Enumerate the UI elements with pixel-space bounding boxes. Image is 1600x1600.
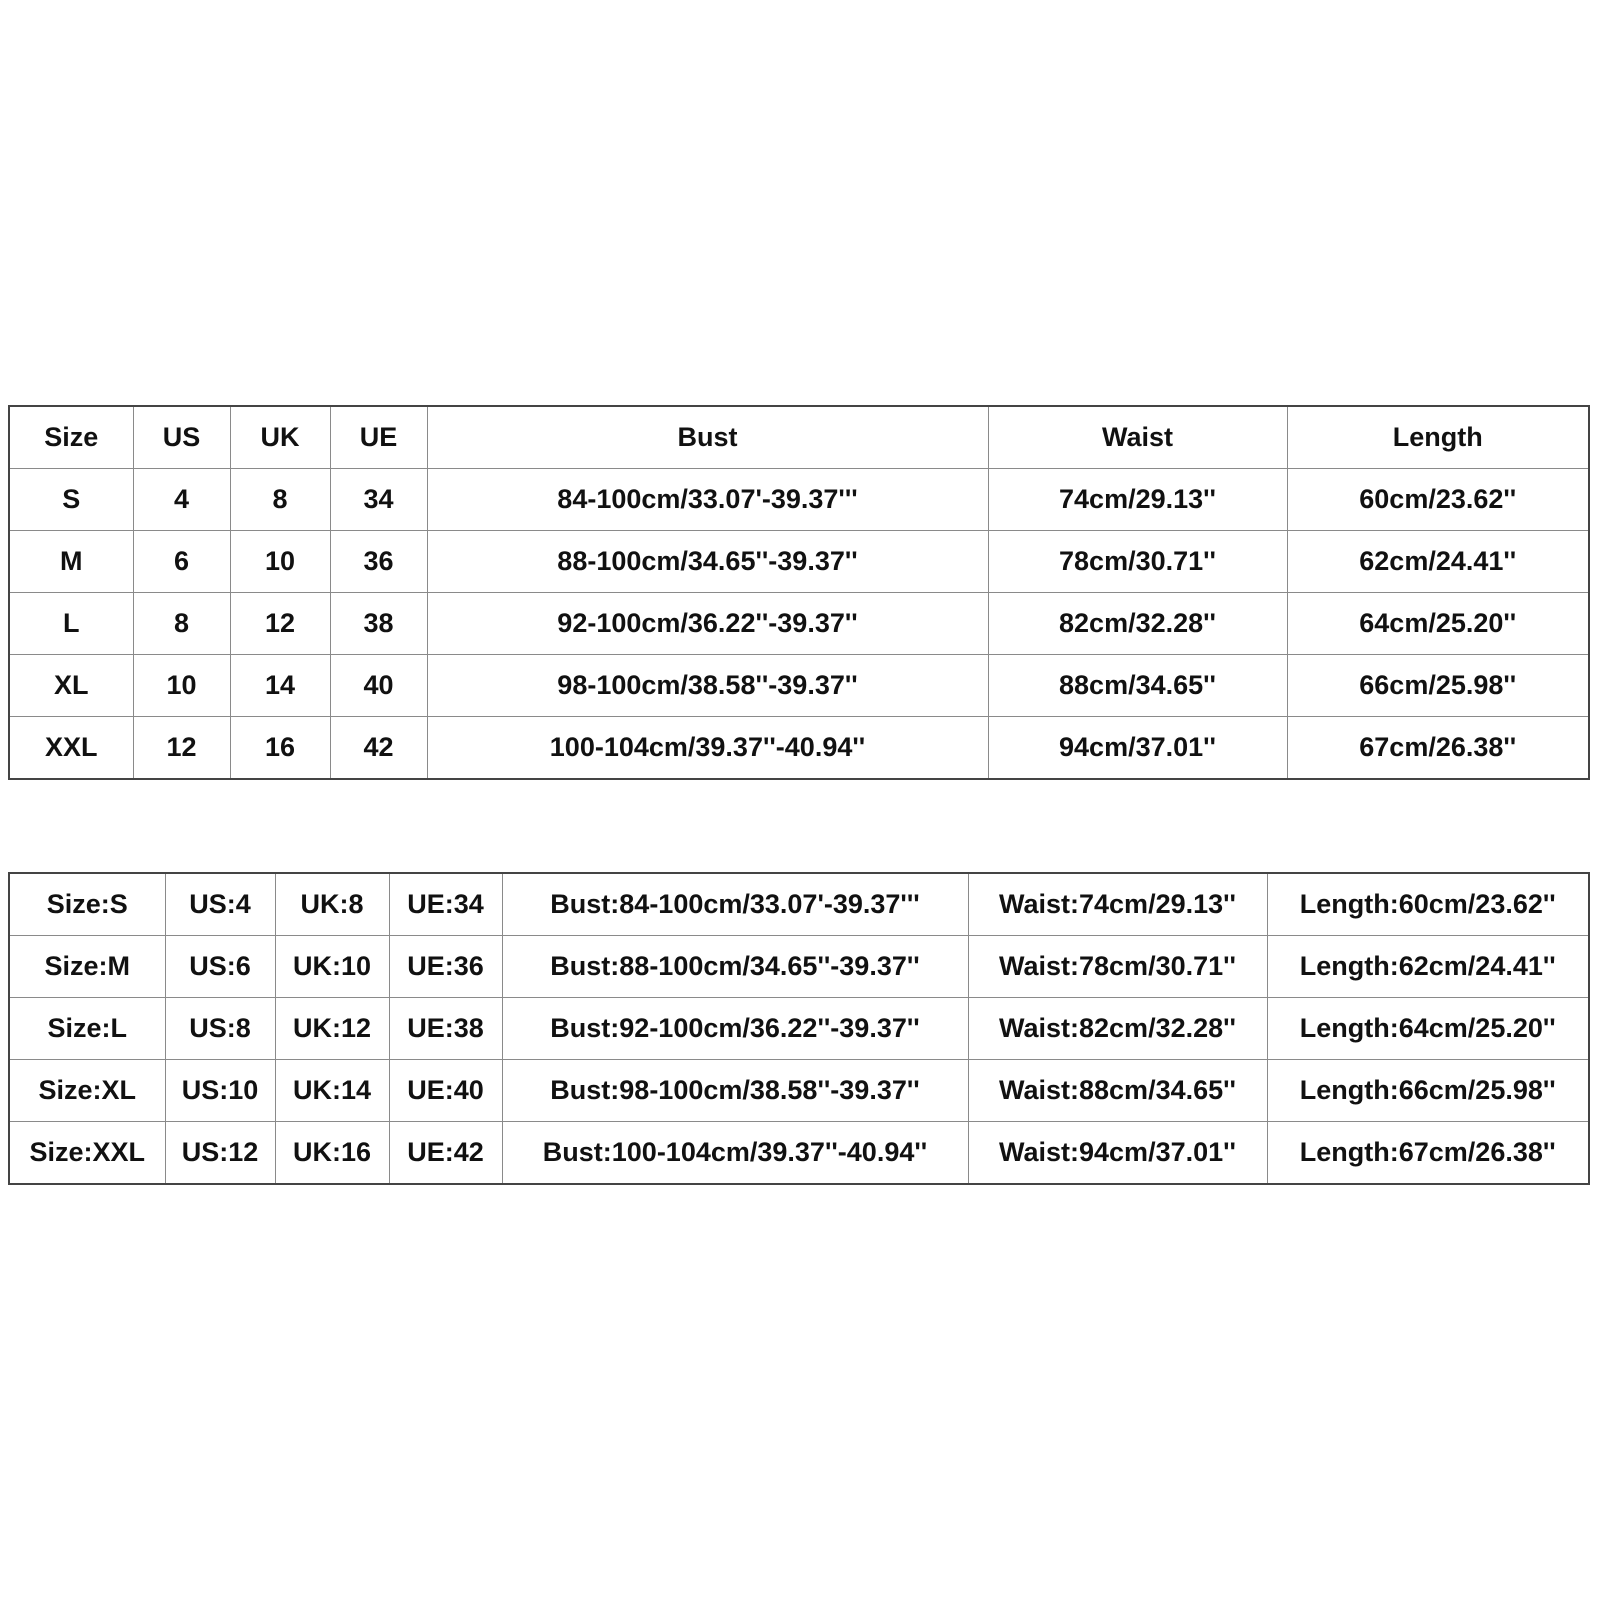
cell-uk: UK:8: [275, 873, 389, 936]
table-row: [9, 655, 1589, 717]
cell-length: Length:64cm/25.20'': [1267, 998, 1589, 1060]
cell-bust: 92-100cm/36.22''-39.37'': [427, 593, 988, 655]
cell-size: Size:XXL: [9, 1122, 165, 1185]
cell-uk: 8: [230, 469, 330, 531]
cell-uk: 14: [230, 655, 330, 717]
cell-uk: 12: [230, 593, 330, 655]
cell-ue: 36: [330, 531, 427, 593]
header-length: Length: [1287, 406, 1589, 469]
cell-us: US:6: [165, 936, 275, 998]
cell-length: 62cm/24.41'': [1287, 531, 1589, 593]
cell-length: 60cm/23.62'': [1287, 469, 1589, 531]
cell-size: XXL: [9, 717, 133, 780]
cell-us: US:10: [165, 1060, 275, 1122]
table-row: [9, 469, 1589, 531]
cell-us: 12: [133, 717, 230, 780]
cell-uk: UK:10: [275, 936, 389, 998]
cell-bust: Bust:98-100cm/38.58''-39.37'': [502, 1060, 968, 1122]
cell-bust: Bust:100-104cm/39.37''-40.94'': [502, 1122, 968, 1185]
table-row: [9, 717, 1589, 780]
table-row: [9, 593, 1589, 655]
header-size: Size: [9, 406, 133, 469]
cell-waist: Waist:78cm/30.71'': [968, 936, 1267, 998]
size-chart-table-labeled-style: [8, 872, 1590, 1185]
cell-size: Size:L: [9, 998, 165, 1060]
cell-bust: Bust:84-100cm/33.07'-39.37''': [502, 873, 968, 936]
cell-ue: UE:36: [389, 936, 502, 998]
cell-ue: 34: [330, 469, 427, 531]
cell-length: 67cm/26.38'': [1287, 717, 1589, 780]
cell-length: Length:66cm/25.98'': [1267, 1060, 1589, 1122]
cell-us: 6: [133, 531, 230, 593]
cell-waist: 78cm/30.71'': [988, 531, 1287, 593]
table-row: [9, 1122, 1589, 1185]
header-uk: UK: [230, 406, 330, 469]
cell-us: 8: [133, 593, 230, 655]
cell-us: 4: [133, 469, 230, 531]
cell-ue: 38: [330, 593, 427, 655]
cell-ue: UE:42: [389, 1122, 502, 1185]
table-row: [9, 1060, 1589, 1122]
cell-uk: UK:14: [275, 1060, 389, 1122]
cell-us: US:12: [165, 1122, 275, 1185]
cell-size: XL: [9, 655, 133, 717]
header-ue: UE: [330, 406, 427, 469]
cell-length: 64cm/25.20'': [1287, 593, 1589, 655]
cell-waist: 88cm/34.65'': [988, 655, 1287, 717]
cell-waist: Waist:94cm/37.01'': [968, 1122, 1267, 1185]
table-header-row: [9, 406, 1589, 469]
cell-waist: 94cm/37.01'': [988, 717, 1287, 780]
cell-waist: 74cm/29.13'': [988, 469, 1287, 531]
cell-length: 66cm/25.98'': [1287, 655, 1589, 717]
cell-size: Size:S: [9, 873, 165, 936]
table-row: [9, 998, 1589, 1060]
cell-ue: UE:38: [389, 998, 502, 1060]
cell-bust: 98-100cm/38.58''-39.37'': [427, 655, 988, 717]
header-us: US: [133, 406, 230, 469]
cell-ue: 42: [330, 717, 427, 780]
cell-ue: 40: [330, 655, 427, 717]
cell-us: US:4: [165, 873, 275, 936]
cell-uk: UK:12: [275, 998, 389, 1060]
cell-us: 10: [133, 655, 230, 717]
cell-bust: Bust:88-100cm/34.65''-39.37'': [502, 936, 968, 998]
cell-size: Size:M: [9, 936, 165, 998]
cell-size: M: [9, 531, 133, 593]
cell-waist: Waist:74cm/29.13'': [968, 873, 1267, 936]
cell-uk: 10: [230, 531, 330, 593]
cell-length: Length:62cm/24.41'': [1267, 936, 1589, 998]
cell-bust: 88-100cm/34.65''-39.37'': [427, 531, 988, 593]
cell-us: US:8: [165, 998, 275, 1060]
cell-bust: Bust:92-100cm/36.22''-39.37'': [502, 998, 968, 1060]
cell-bust: 84-100cm/33.07'-39.37''': [427, 469, 988, 531]
cell-size: Size:XL: [9, 1060, 165, 1122]
cell-size: L: [9, 593, 133, 655]
cell-bust: 100-104cm/39.37''-40.94'': [427, 717, 988, 780]
cell-waist: 82cm/32.28'': [988, 593, 1287, 655]
cell-uk: 16: [230, 717, 330, 780]
cell-size: S: [9, 469, 133, 531]
header-bust: Bust: [427, 406, 988, 469]
size-chart-table-header-style: [8, 405, 1590, 780]
cell-uk: UK:16: [275, 1122, 389, 1185]
cell-length: Length:60cm/23.62'': [1267, 873, 1589, 936]
table-row: [9, 936, 1589, 998]
cell-length: Length:67cm/26.38'': [1267, 1122, 1589, 1185]
cell-ue: UE:40: [389, 1060, 502, 1122]
cell-waist: Waist:82cm/32.28'': [968, 998, 1267, 1060]
header-waist: Waist: [988, 406, 1287, 469]
cell-ue: UE:34: [389, 873, 502, 936]
table-row: [9, 531, 1589, 593]
cell-waist: Waist:88cm/34.65'': [968, 1060, 1267, 1122]
table-row: [9, 873, 1589, 936]
